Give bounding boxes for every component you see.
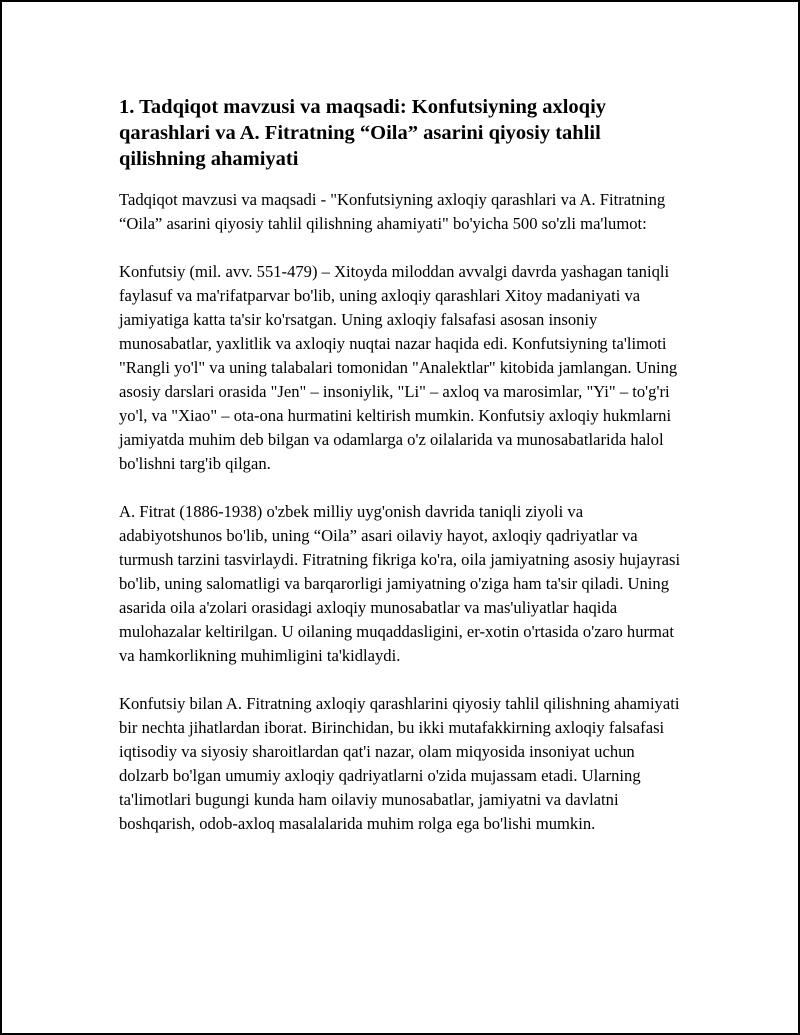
- comparison-paragraph: Konfutsiy bilan A. Fitratning axloqiy qarashlarini qiyosiy tahlil qilishning ahamiyati bir nechta jihatlardan iborat. Birinchidan, bu ikki mutafakkirning axloqiy falsafasi iqtisodiy va siyosiy sharoitlardan qat'i nazar, olam miqyosida insoniyat uchun dolzarb bo'lgan umumiy axloqiy qadriyatlarni o'zida mujassam etadi. Ularning ta'limotlari bugungi kunda ham oilaviy munosabatlar, jamiyatni va davlatni boshqarish, odob-axloq masalalarida muhim rolga ega bo'lishi mumkin.: [119, 694, 680, 833]
- intro-paragraph: Tadqiqot mavzusi va maqsadi - "Konfutsiyning axloqiy qarashlari va A. Fitratning “Oila” asarini qiyosiy tahlil qilishning ahamiyati" bo'yicha 500 so'zli ma'lumot:: [119, 190, 666, 233]
- confucius-paragraph: Konfutsiy (mil. avv. 551-479) – Xitoyda miloddan avvalgi davrda yashagan taniqli faylasuf va ma'rifatparvar bo'lib, uning axloqiy qarashlari Xitoy madaniyati va jamiyatiga katta ta'sir ko'rsatgan. Uning axloqiy falsafasi asosan insoniy munosabatlar, yaxlitlik va axloqiy nuqtai nazar haqida edi. Konfutsiyning ta'limoti "Rangli yo'l" va uning talabalari tomonidan "Analektlar" kitobida jamlangan. Uning asosiy darslari orasida "Jen" – insoniylik, "Li" – axloq va marosimlar, "Yi" – to'g'ri yo'l, va "Xiao" – ota-ona hurmatini keltirish mumkin. Konfutsiy axloqiy hukmlarni jamiyatda muhim deb bilgan va odamlarga o'z oilalarida va munosabatlarida halol bo'lishni targ'ib qilgan.: [119, 262, 678, 473]
- document-body: [119, 94, 682, 860]
- section-heading: 1. Tadqiqot mavzusi va maqsadi: Konfutsiyning axloqiy qarashlari va A. Fitratning “Oila” asarini qiyosiy tahlil qilishning ahamiyati: [119, 96, 607, 170]
- fitrat-paragraph: A. Fitrat (1886-1938) o'zbek milliy uyg'onish davrida taniqli ziyoli va adabiyotshunos bo'lib, uning “Oila” asari oilaviy hayot, axloqiy qadriyatlar va turmush tarzini tasvirlaydi. Fitratning fikriga ko'ra, oila jamiyatning asosiy hujayrasi bo'lib, uning salomatligi va barqarorligi jamiyatning o'ziga ham ta'sir qiladi. Uning asarida oila a'zolari orasidagi axloqiy munosabatlar va mas'uliyatlar haqida mulohazalar keltirilgan. U oilaning muqaddasligini, er-xotin o'rtasida o'zaro hurmat va hamkorlikning muhimligini ta'kidlaydi.: [119, 502, 681, 665]
